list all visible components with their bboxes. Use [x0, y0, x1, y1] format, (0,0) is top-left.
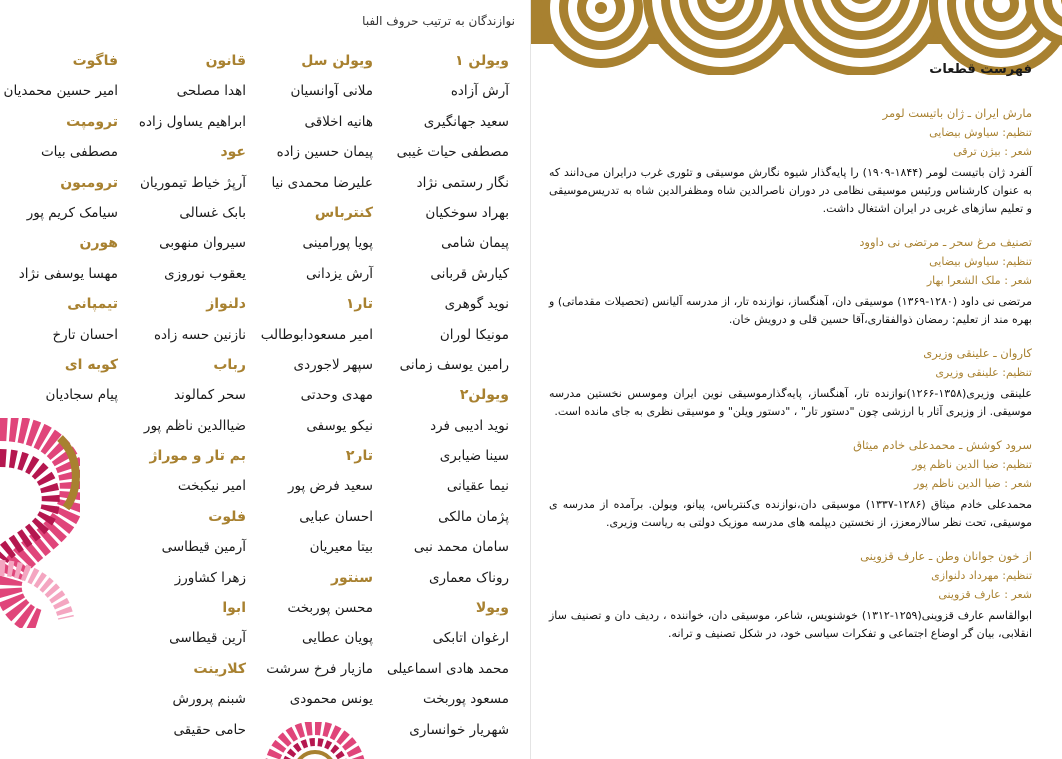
- musician-name: سعید فرض پور: [287, 478, 373, 495]
- musician-name: روناک معماری: [428, 569, 509, 586]
- musician-name: سعید جهانگیری: [423, 113, 509, 130]
- musician-name: نگار رستمی نژاد: [416, 174, 509, 191]
- musician-name: مونیکا لوران: [439, 326, 509, 343]
- instrument-heading: قانون: [205, 53, 246, 69]
- piece-title: مارش ایران ـ ژان باتیست لومر: [882, 106, 1032, 120]
- musician-name: محسن پوربخت: [287, 600, 373, 617]
- musician-name: سحر کمالوند: [173, 387, 246, 404]
- instrument-heading: سنتور: [330, 569, 373, 586]
- musician-name: سیروان منهوبی: [159, 235, 246, 252]
- piece-arranger: تنظیم: علینقی وزیری: [935, 366, 1032, 379]
- piece-entry: [549, 547, 1032, 643]
- musician-name: ابراهیم یساول زاده: [138, 113, 246, 130]
- piece-description: محمدعلی خادم میثاق (۱۲۸۶-۱۳۳۷) موسیقی دان،نوازنده ی‌کنترباس، پیانو، ویولن. برآمده از مدرسه ی موسیقی، تحت نظر سالارمعزز، از نخستین دیپلمه های مدرسه موزیک دولتی به ریاست وزیری.: [549, 498, 1032, 529]
- musician-name: علیرضا محمدی نیا: [271, 174, 373, 191]
- musician-name: ملانی آوانسیان: [290, 83, 373, 100]
- instrument-heading: ابوا: [222, 600, 246, 617]
- piece-entry: [549, 233, 1032, 329]
- musician-name: آرین قیطاسی: [169, 630, 246, 647]
- musician-name: مازیار فرخ سرشت: [266, 660, 373, 677]
- instrument-heading: بم تار و موراژ: [149, 448, 246, 465]
- musician-name: اهدا مصلحی: [176, 83, 246, 100]
- musician-name: بیتا معیریان: [309, 539, 373, 556]
- musicians-title: نوازندگان به ترتیب حروف الفبا: [362, 14, 515, 28]
- musician-column-3: [139, 46, 246, 745]
- musician-column-4: [4, 46, 118, 411]
- musician-name: هانیه اخلاقی: [304, 113, 373, 130]
- piece-description: علینقی وزیری(۱۳۵۸-۱۲۶۶)نوازنده تار، آهنگساز، پایه‌گذارموسیقی نوین ایران وموسس نخستین مدرسه موسیقی. از وزیری آثار با ارزشی چون "دستور تار" ، "دستور ویلن" و موسیقی نظری به جای مانده است.: [549, 387, 1032, 418]
- piece-arranger: تنظیم: مهرداد دلنوازی: [931, 569, 1032, 582]
- instrument-heading: هورن: [79, 235, 118, 252]
- musician-name: یونس محمودی: [289, 691, 373, 708]
- musician-name: مهسا یوسفی نژاد: [18, 265, 118, 282]
- musician-name: ارغوان اتابکی: [432, 630, 509, 647]
- toc-title: فهرست قطعات: [929, 62, 1032, 77]
- musician-name: سامان محمد نبی: [413, 539, 509, 556]
- piece-entry: [549, 436, 1032, 532]
- instrument-heading: ویولن۲: [459, 387, 509, 404]
- instrument-heading: فاگوت: [72, 53, 118, 69]
- musician-name: پیمان حسین زاده: [276, 144, 373, 161]
- musician-name: محمد هادی اسماعیلی: [386, 660, 509, 677]
- piece-arranger: تنظیم: ضیا الدین ناظم پور: [912, 458, 1032, 471]
- decorative-swirl-left: [0, 418, 80, 628]
- musician-name: بابک غسالی: [179, 204, 246, 221]
- musician-name: مهدی وحدتی: [300, 387, 373, 404]
- instrument-heading: ترومبون: [60, 174, 118, 191]
- piece-title: سرود کوشش ـ محمدعلی خادم میثاق: [853, 438, 1032, 452]
- piece-poet: شعر : بیژن ترقی: [953, 145, 1032, 158]
- musician-name: رامین یوسف زمانی: [399, 356, 509, 373]
- musician-name: پویان عطایی: [301, 630, 373, 647]
- piece-title: از خون جوانان وطن ـ عارف قزوینی: [860, 549, 1032, 563]
- musician-name: آرپژ خیاط تیموریان: [140, 174, 246, 191]
- instrument-heading: دلنواز: [206, 296, 246, 313]
- piece-poet: شعر : ملک الشعرا بهار: [926, 274, 1032, 287]
- musician-name: پیام سجادیان: [45, 387, 118, 404]
- instrument-heading: کنترباس: [314, 204, 373, 221]
- piece-description: مرتضی نی داود (۱۲۸۰-۱۳۶۹) موسیقی دان، آهنگساز، نوازنده تار، از مدرسه آلیانس (تحصیلات مقدماتی) و بهره مند از تعلیم: رمضان ذوالفقاری،آقا حسین قلی و درویش خان.: [549, 295, 1032, 326]
- musician-name: احسان عبایی: [299, 508, 373, 525]
- musician-name: پیمان شامی: [441, 235, 509, 252]
- musician-name: شبنم پرورش: [172, 691, 246, 708]
- instrument-heading: ویولن سل: [301, 53, 373, 69]
- instrument-heading: تیمپانی: [67, 296, 118, 313]
- musician-name: سیامک کریم پور: [26, 204, 118, 221]
- instrument-heading: فلوت: [208, 508, 246, 525]
- musician-name: آرمین قیطاسی: [161, 539, 246, 556]
- musician-name: زهرا کشاورز: [174, 569, 246, 586]
- piece-title: کاروان ـ علینقی وزیری: [923, 346, 1032, 360]
- instrument-heading: ترومپت: [66, 113, 118, 130]
- musician-name: پژمان مالکی: [438, 508, 509, 525]
- musician-column-1: [387, 46, 509, 745]
- piece-entry: [549, 344, 1032, 421]
- musician-name: مصطفی حیات غیبی: [396, 144, 509, 161]
- piece-entry: [549, 104, 1032, 218]
- instrument-heading: رباب: [213, 356, 246, 373]
- decorative-swirl-bottom: [255, 722, 375, 759]
- musician-name: مصطفی بیات: [40, 144, 118, 161]
- musician-name: پویا پورامینی: [302, 235, 373, 252]
- musician-name: نازنین حسه زاده: [153, 326, 246, 343]
- musician-name: نوید گوهری: [444, 296, 509, 313]
- instrument-heading: ویولا: [475, 600, 509, 617]
- instrument-heading: کوبه ای: [64, 356, 118, 373]
- musician-name: آرش یزدانی: [305, 265, 373, 282]
- musician-name: شهریار خوانساری: [409, 721, 509, 738]
- pieces-page: [531, 0, 1062, 759]
- piece-description: ابوالقاسم عارف قزوینی(۱۲۵۹-۱۳۱۲) خوشنویس، شاعر، موسیقی دان، خواننده ، ردیف دان و تصنیف ساز انقلابی، بیان گر اوضاع اجتماعی و تفکرات سیاسی خود، در شکل تصنیف و ترانه.: [549, 609, 1032, 640]
- musician-name: مسعود پوربخت: [422, 691, 509, 708]
- toc-list: [549, 104, 1032, 658]
- musician-name: نیکو یوسفی: [306, 417, 373, 434]
- musician-name: ضیاالدین ناظم پور: [143, 417, 246, 434]
- musician-name: امیر نیکبخت: [177, 478, 246, 495]
- musician-name: یعقوب نوروزی: [164, 265, 246, 282]
- musician-name: سپهر لاجوردی: [293, 356, 373, 373]
- piece-title: تصنیف مرغ سحر ـ مرتضی نی داوود: [859, 235, 1032, 249]
- musician-column-2: [261, 46, 373, 715]
- musician-name: بهراد سوخکیان: [425, 204, 509, 221]
- instrument-heading: عود: [220, 144, 246, 161]
- musician-name: امیر حسین محمدیان: [3, 83, 118, 100]
- musician-name: امیر مسعودابوطالب: [260, 326, 373, 343]
- instrument-heading: تار۱: [345, 296, 373, 313]
- piece-arranger: تنظیم: سیاوش بیضایی: [929, 126, 1032, 139]
- musician-name: احسان تارخ: [52, 326, 118, 343]
- musician-name: سینا ضیابری: [439, 448, 509, 465]
- musician-name: نوید ادیبی فرد: [430, 417, 509, 434]
- piece-poet: شعر : عارف قزوینی: [938, 588, 1032, 601]
- musician-name: نیما عقیانی: [446, 478, 509, 495]
- piece-description: آلفرد ژان باتیست لومر (۱۸۴۴-۱۹۰۹) را پایه‌گذار شیوه نگارش موسیقی و تئوری غرب درایران می‌دانند که به عنوان کارشناس ورئیس موسیقی نظامی در دوران ناصرالدین شاه ومظفرالدین شاه به تدریس‌موسیقی و تعلیم سازهای غربی در ایران اشتغال داشت.: [549, 166, 1032, 215]
- musician-name: آرش آزاده: [450, 83, 509, 100]
- piece-arranger: تنظیم: سیاوش بیضایی: [929, 255, 1032, 268]
- instrument-heading: ویولن ۱: [454, 53, 509, 69]
- piece-poet: شعر : ضیا الدین ناظم پور: [914, 477, 1032, 490]
- musician-name: کیارش قربانی: [430, 265, 509, 282]
- instrument-heading: تار۲: [345, 448, 373, 465]
- instrument-heading: کلارینت: [193, 660, 246, 677]
- musician-name: حامی حقیقی: [173, 721, 246, 738]
